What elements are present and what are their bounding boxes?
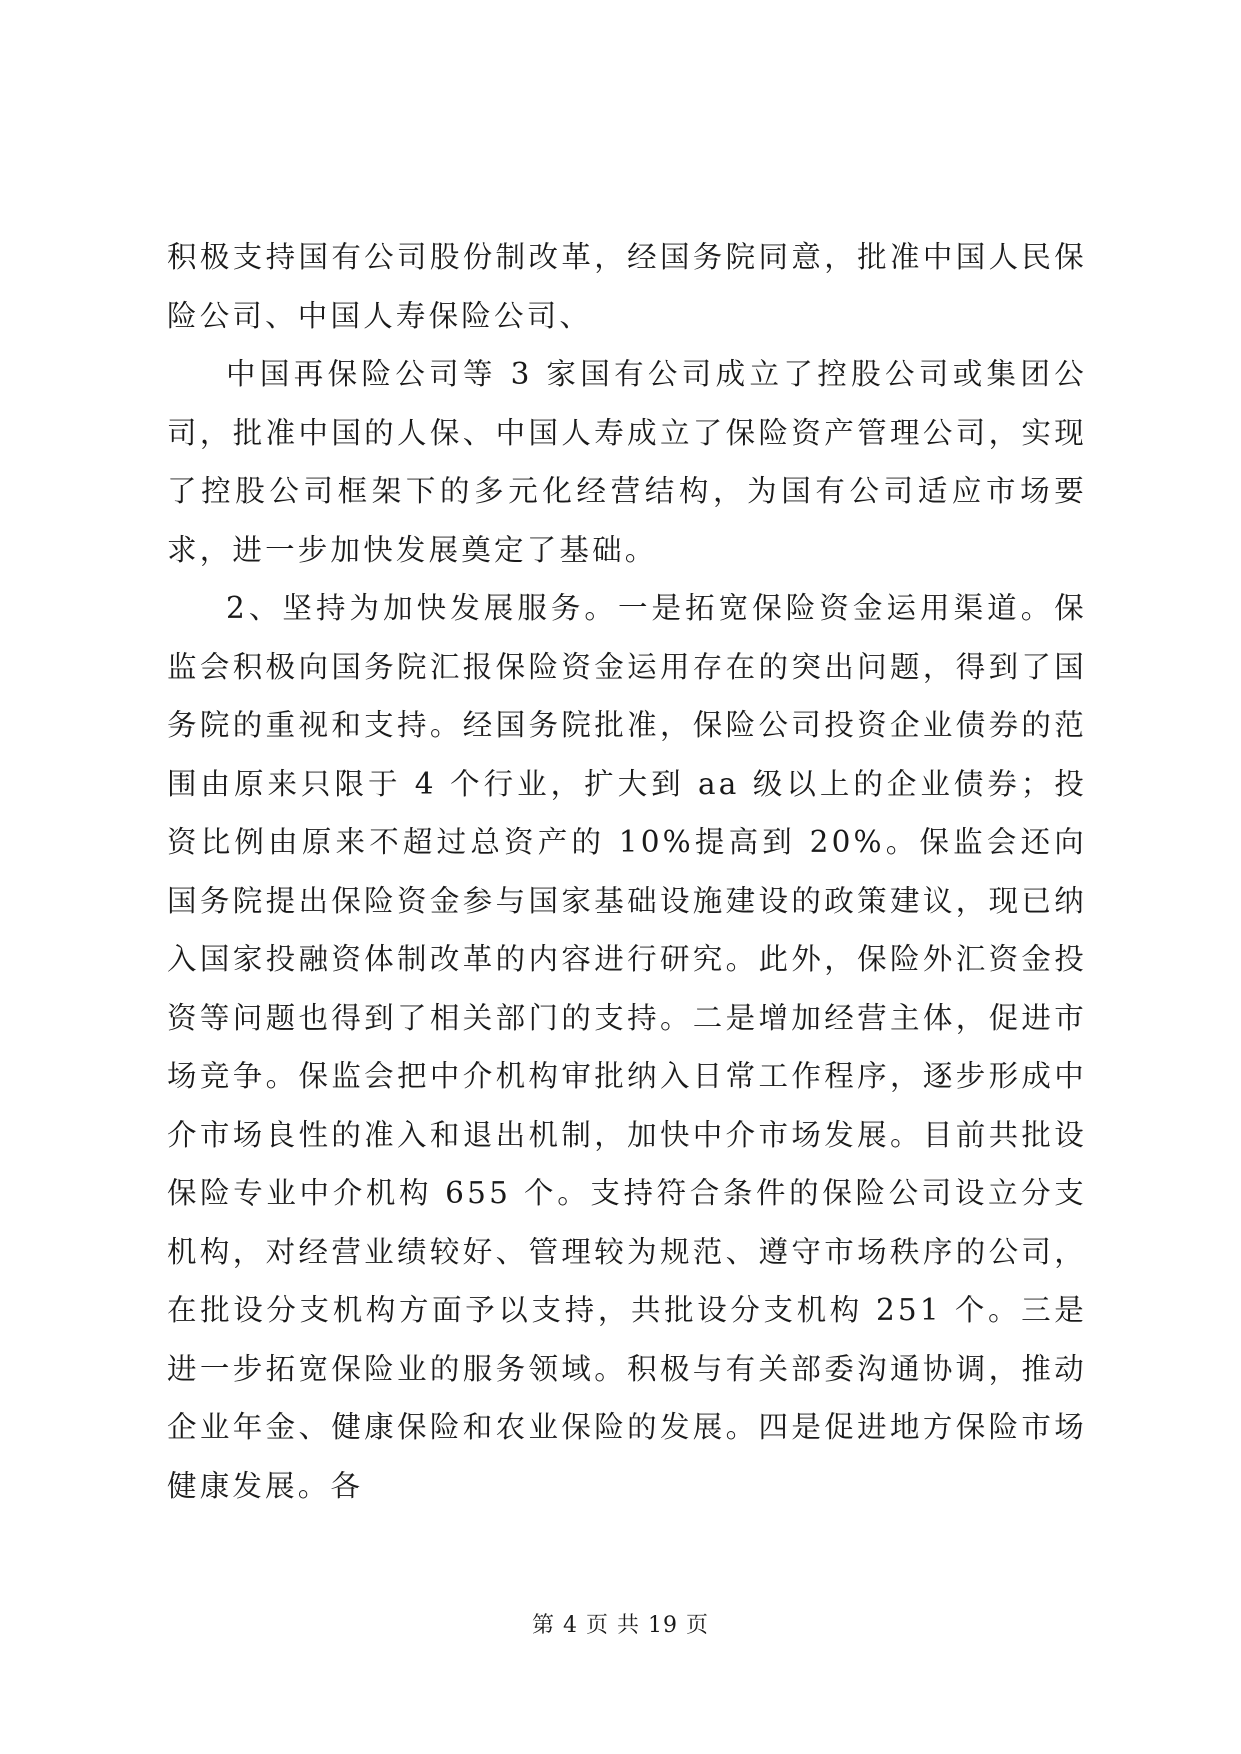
- paragraph-1: 积极支持国有公司股份制改革，经国务院同意，批准中国人民保险公司、中国人寿保险公司、: [167, 240, 1087, 333]
- document-body: [167, 228, 1087, 1515]
- paragraph-3: 2、坚持为加快发展服务。一是拓宽保险资金运用渠道。保监会积极向国务院汇报保险资金运用存在的突出问题，得到了国务院的重视和支持。经国务院批准，保险公司投资企业债券的范围由原来只限于 4 个行业，扩大到 aa 级以上的企业债券；投资比例由原来不超过总资产的 10%提高到 20%。保监会还向国务院提出保险资金参与国家基础设施建设的政策建议，现已纳入国家投融资体制改革的内容进行研究。此外，保险外汇资金投资等问题也得到了相关部门的支持。二是增加经营主体，促进市场竞争。保监会把中介机构审批纳入日常工作程序，逐步形成中介市场良性的准入和退出机制，加快中介市场发展。目前共批设保险专业中介机构 655 个。支持符合条件的保险公司设立分支机构，对经营业绩较好、管理较为规范、遵守市场秩序的公司，在批设分支机构方面予以支持，共批设分支机构 251 个。三是进一步拓宽保险业的服务领域。积极与有关部委沟通协调，推动企业年金、健康保险和农业保险的发展。四是促进地方保险市场健康发展。各: [167, 591, 1087, 1503]
- paragraph-2: 中国再保险公司等 3 家国有公司成立了控股公司或集团公司，批准中国的人保、中国人寿成立了保险资产管理公司，实现了控股公司框架下的多元化经营结构，为国有公司适应市场要求，进一步加快发展奠定了基础。: [167, 357, 1087, 567]
- page-number-footer: 第 4 页 共 19 页: [532, 1613, 709, 1638]
